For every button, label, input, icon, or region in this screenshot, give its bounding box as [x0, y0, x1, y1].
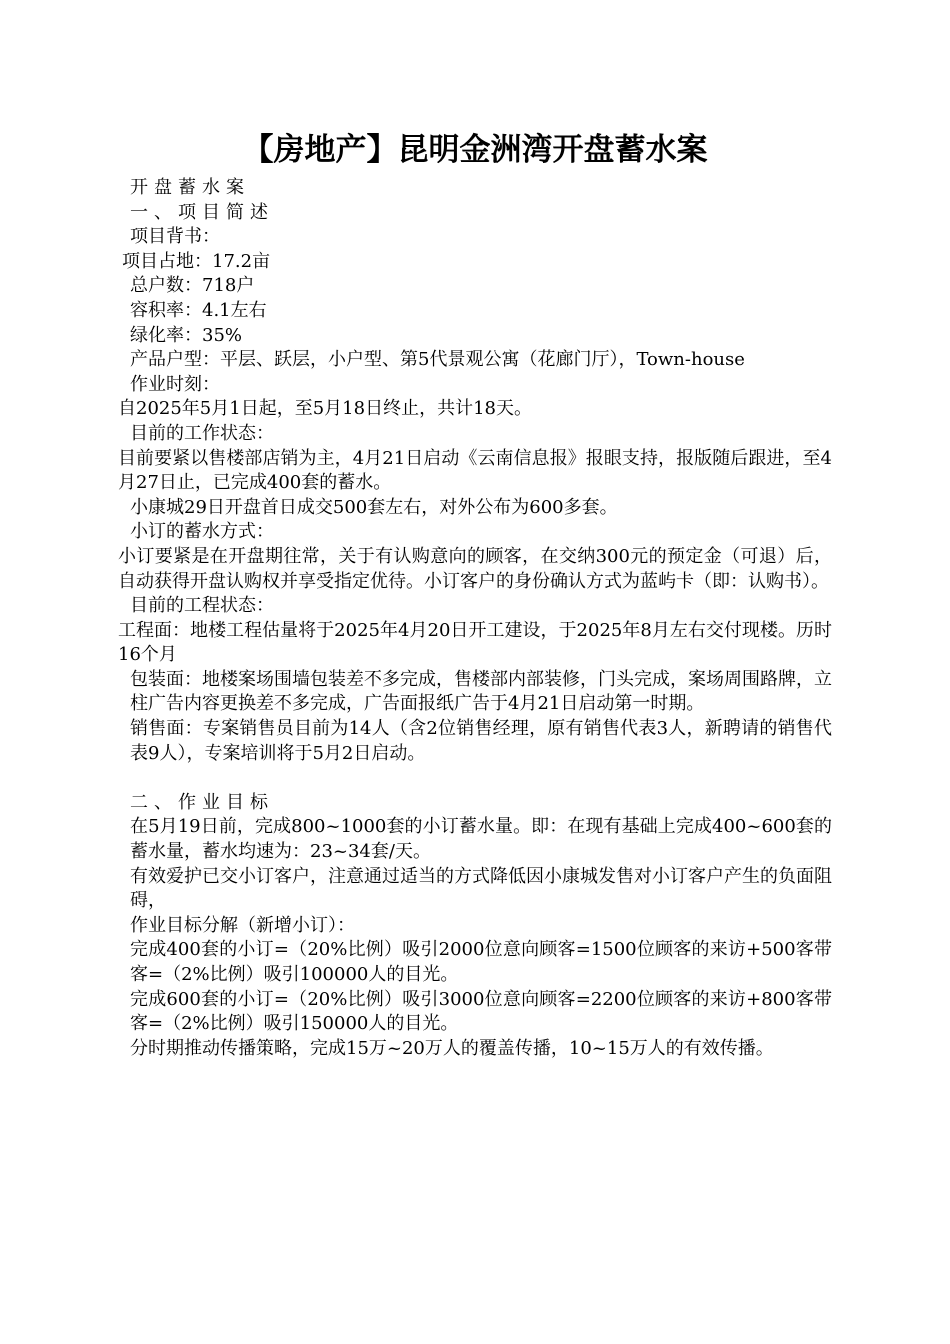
background-label: 项目背书：	[130, 226, 220, 248]
engineering-status: 工程面：地楼工程估量将于2025年4月20日开工建设，于2025年8月左右交付现楼。历时16个月	[118, 619, 832, 666]
document-title: 【房地产】昆明金洲湾开盘蓄水案	[242, 132, 708, 168]
packaging-status: 包装面：地楼案场围墙包装差不多完成，售楼部内部装修，门头完成，案场周围路牌，立柱广告内容更换差不多完成，广告面报纸广告于4月21日启动第一时期。	[130, 668, 832, 715]
competitor-note: 小康城29日开盘首日成交500套左右，对外公布为600多套。	[130, 496, 618, 518]
product-types: 产品户型：平层、跃层，小户型、第5代景观公寓（花廊门厅），Town-house	[130, 349, 745, 371]
work-status: 目前要紧以售楼部店销为主，4月21日启动《云南信息报》报眼支持，报版随后跟进，至4月27日止，已完成400套的蓄水。	[118, 447, 832, 494]
work-status-label: 目前的工作状态：	[130, 422, 274, 444]
section2-heading: 二、作业目标	[130, 791, 274, 813]
section1-heading: 一、项目简述	[130, 201, 274, 223]
main-heading: 开盘蓄水案	[130, 177, 250, 198]
work-time: 自2025年5月1日起，至5月18日终止，共计18天。	[118, 398, 532, 420]
plot-ratio: 容积率：4.1左右	[130, 299, 267, 321]
sales-status: 销售面：专案销售员目前为14人（含2位销售经理，原有销售代表3人，新聘请的销售代表9人），专案培训将于5月2日启动。	[130, 718, 832, 764]
engineering-status-label: 目前的工程状态：	[130, 595, 274, 617]
deposit-method-label: 小订的蓄水方式：	[130, 521, 274, 543]
document-body	[118, 176, 832, 1061]
deposit-method: 小订要紧是在开盘期往常，关于有认购意向的顾客，在交纳300元的预定金（可退）后，自动获得开盘认购权并享受指定优待。小订客户的身份确认方式为蓝屿卡（即：认购书）。	[118, 545, 832, 592]
total-households: 总户数：718户	[130, 275, 255, 297]
breakdown-400: 完成400套的小订=（20%比例）吸引2000位意向顾客=1500位顾客的来访+500客带客=（2%比例）吸引100000人的目光。	[130, 939, 832, 985]
work-time-label: 作业时刻：	[130, 373, 220, 395]
green-ratio: 绿化率：35%	[130, 324, 243, 346]
breakdown-600: 完成600套的小订=（20%比例）吸引3000位意向顾客=2200位顾客的来访+800客带客=（2%比例）吸引150000人的目光。	[130, 988, 832, 1035]
breakdown-label: 作业目标分解（新增小订）：	[130, 914, 355, 936]
protect-text: 有效爱护已交小订客户，注意通过适当的方式降低因小康城发售对小订客户产生的负面阻碍，	[130, 865, 832, 912]
goal-text: 在5月19日前，完成800~1000套的小订蓄水量。即：在现有基础上完成400~600套的蓄水量，蓄水均速为：23~34套/天。	[130, 816, 832, 863]
project-area: 项目占地：17.2亩	[122, 250, 271, 272]
blank-line	[118, 766, 832, 791]
phased-strategy: 分时期推动传播策略，完成15万~20万人的覆盖传播，10~15万人的有效传播。	[130, 1037, 774, 1059]
